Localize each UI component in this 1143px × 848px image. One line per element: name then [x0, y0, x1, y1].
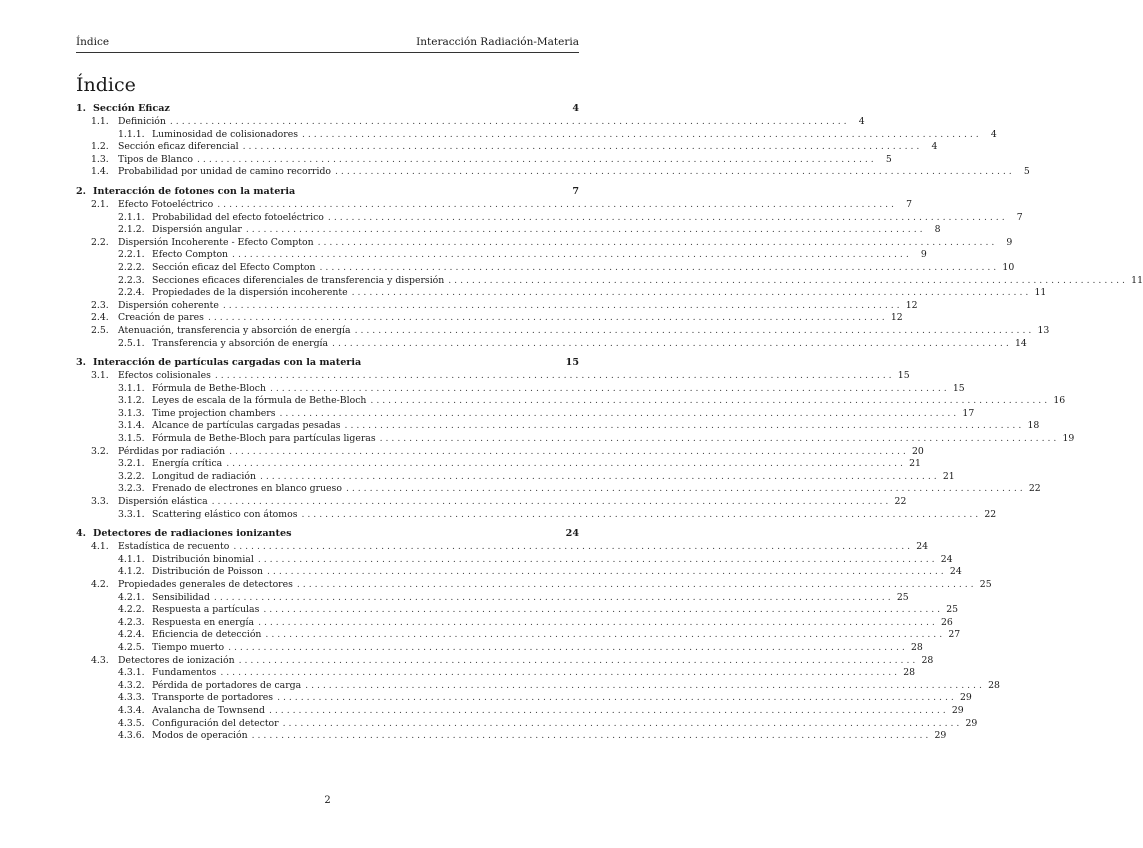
toc-entry-number: 3.2.2. [118, 470, 145, 482]
toc-entry-page: 28 [988, 679, 1000, 691]
toc-entry-title: Scattering elástico con átomos [152, 508, 298, 520]
toc-entry-number: 3.1.4. [118, 420, 145, 432]
toc-entry-number: 1.4. [91, 166, 109, 178]
toc-entry-title: Interacción de fotones con la materia [93, 185, 296, 197]
toc-entry-title: Sección eficaz diferencial [118, 141, 239, 153]
toc-entry-page: 9 [1006, 236, 1013, 248]
toc-dot-leader [380, 433, 1057, 446]
toc-dot-leader [346, 483, 1023, 496]
toc-dot-leader [305, 680, 982, 693]
toc-section-entry[interactable] [76, 579, 992, 592]
toc-dot-leader [332, 338, 1009, 351]
toc-dot-leader [239, 655, 916, 668]
toc-section-entry[interactable] [76, 166, 1030, 179]
toc-entry-number: 1.3. [91, 153, 109, 165]
toc-subsection-entry[interactable] [76, 591, 909, 605]
toc-entry-title: Leyes de escala de la fórmula de Bethe-Bloch [152, 395, 367, 407]
toc-entry-title: Sensibilidad [152, 591, 210, 603]
running-header [76, 36, 579, 53]
toc-subsection-entry[interactable] [76, 382, 965, 396]
toc-entry-number: 2.2.4. [118, 287, 145, 299]
toc-section-entry[interactable] [76, 236, 1013, 250]
toc-entry-page: 13 [1037, 324, 1050, 336]
toc-dot-leader [208, 312, 885, 325]
toc-entry-title: Configuración del detector [152, 717, 279, 729]
toc-entry-number: 2.2.1. [118, 249, 145, 261]
toc-entry-title: Distribución binomial [152, 553, 254, 565]
toc-entry-page: 24 [940, 553, 953, 565]
toc-section-entry[interactable] [76, 299, 918, 313]
toc-entry-page: 11 [1034, 287, 1047, 299]
toc-subsection-entry[interactable] [76, 261, 1015, 275]
toc-dot-leader [229, 446, 906, 459]
toc-entry-page: 22 [1028, 483, 1041, 495]
toc-entry-page: 9 [920, 249, 927, 261]
toc-dot-leader [263, 604, 940, 617]
toc-entry-number: 2.1.2. [118, 224, 145, 236]
toc-entry-number: 3.1.5. [118, 433, 145, 445]
toc-dot-leader [252, 730, 929, 743]
toc-section-entry[interactable] [76, 370, 910, 383]
toc-entry-title: Luminosidad de colisionadores [152, 128, 298, 140]
toc-entry-number: 4.2.5. [118, 641, 145, 653]
toc-entry-number: 3.1.3. [118, 407, 145, 419]
toc-entry-page: 27 [948, 629, 961, 641]
toc-entry-number: 4.2.1. [118, 591, 145, 603]
toc-entry-page: 29 [934, 730, 947, 742]
toc-entry-title: Tiempo muerto [152, 641, 225, 653]
toc-entry-title: Secciones eficaces diferenciales de transferencia y dispersión [152, 274, 445, 286]
toc-subsection-entry[interactable] [76, 395, 1066, 408]
toc-chapter-entry[interactable] [76, 528, 579, 541]
toc-dot-leader [355, 325, 1032, 338]
toc-section-entry[interactable] [76, 312, 903, 325]
toc-entry-title: Estadística de recuento [118, 541, 230, 553]
toc-entry-title: Dispersión elástica [118, 496, 208, 508]
toc-entry-page: 4 [572, 103, 579, 114]
toc-entry-page: 28 [921, 654, 934, 666]
toc-dot-leader [269, 705, 946, 718]
toc-subsection-entry[interactable] [76, 604, 959, 617]
toc-entry-number: 2.1. [91, 198, 109, 210]
toc-entry-title: Interacción de partículas cargadas con la materia [93, 357, 362, 369]
toc-subsection-entry[interactable] [76, 508, 997, 522]
toc-entry-title: Longitud de radiación [152, 470, 256, 482]
toc-entry-page: 5 [1023, 166, 1030, 178]
toc-dot-leader [223, 300, 900, 313]
toc-entry-page: 8 [934, 224, 941, 236]
toc-entry-page: 12 [890, 312, 903, 324]
toc-entry-title: Pérdidas por radiación [118, 445, 226, 457]
toc-entry-number: 2.2. [91, 236, 109, 248]
toc-entry-title: Efectos colisionales [118, 370, 211, 382]
toc-entry-page: 24 [565, 528, 579, 540]
toc-entry-title: Atenuación, transferencia y absorción de energía [118, 324, 351, 336]
toc-entry-title: Frenado de electrones en blanco grueso [152, 483, 342, 495]
toc-entry-title: Respuesta en energía [152, 616, 255, 628]
toc-entry-title: Transferencia y absorción de energía [152, 337, 329, 349]
toc-dot-leader [246, 224, 923, 237]
toc-subsection-entry[interactable] [76, 667, 916, 680]
toc-subsection-entry[interactable] [76, 704, 964, 718]
toc-entry-number: 4.3. [91, 654, 109, 666]
toc-entry-page: 29 [965, 717, 978, 729]
toc-entry-number: 4.1.2. [118, 566, 145, 578]
toc-entry-page: 24 [916, 541, 929, 553]
toc-entry-page: 24 [949, 566, 962, 578]
toc-dot-leader [448, 275, 1125, 288]
toc-dot-leader [226, 458, 903, 471]
toc-section-entry[interactable] [76, 116, 865, 129]
toc-dot-leader [220, 667, 897, 680]
toc-entry-page: 17 [962, 407, 975, 419]
toc-subsection-entry[interactable] [76, 679, 1000, 693]
toc-dot-leader [283, 718, 960, 731]
toc-entry-page: 28 [910, 641, 923, 653]
toc-entry-number: 2.4. [91, 312, 109, 324]
toc-entry-page: 25 [946, 604, 959, 616]
toc-entry-title: Detectores de ionización [118, 654, 235, 666]
toc-entry-title: Dispersión angular [152, 224, 242, 236]
toc-entry-title: Efecto Compton [152, 249, 229, 261]
toc-entry-page: 4 [931, 141, 938, 153]
toc-entry-number: 3.1. [91, 370, 109, 382]
toc-dot-leader [280, 408, 957, 421]
toc-entry-page: 14 [1014, 337, 1027, 349]
toc-entry-title: Fórmula de Bethe-Bloch [152, 382, 266, 394]
toc-entry-page: 25 [979, 579, 992, 590]
toc-subsection-entry[interactable] [76, 483, 1041, 496]
toc-subsection-entry[interactable] [76, 433, 1075, 446]
toc-dot-leader [243, 141, 920, 154]
toc-subsection-entry[interactable] [76, 287, 1047, 300]
toc-entry-title: Respuesta a partículas [152, 604, 260, 616]
toc-dot-leader [265, 629, 942, 642]
toc-dot-leader [277, 692, 954, 705]
toc-entry-page: 16 [1053, 395, 1066, 407]
toc-entry-number: 4.3.1. [118, 667, 145, 679]
toc-entry-page: 29 [951, 704, 964, 716]
toc-entry-page: 7 [906, 198, 912, 210]
toc-entry-title: Avalancha de Townsend [152, 704, 265, 716]
toc-entry-title: Tipos de Blanco [118, 153, 193, 165]
toc-entry-number: 4.2.2. [118, 604, 145, 616]
toc-entry-page: 4 [990, 128, 997, 140]
toc-entry-number: 3.1.1. [118, 382, 145, 394]
toc-entry-page: 18 [1027, 420, 1040, 432]
toc-entry-number: 4.2.4. [118, 629, 145, 641]
toc-subsection-entry[interactable] [76, 274, 1143, 288]
toc-entry-title: Transporte de portadores [152, 692, 274, 704]
toc-entry-title: Fundamentos [152, 667, 217, 679]
toc-dot-leader [345, 420, 1022, 433]
toc-dot-leader [233, 541, 910, 554]
toc-dot-leader [267, 566, 944, 579]
toc-entry-page: 10 [1002, 261, 1015, 273]
toc-dot-leader [197, 154, 874, 167]
toc-entry-number: 4.3.6. [118, 730, 145, 742]
toc-entry-page: 4 [858, 116, 865, 127]
toc-entry-number: 2. [76, 185, 87, 197]
toc-section-entry[interactable] [76, 654, 934, 668]
toc-section-entry[interactable] [76, 541, 929, 554]
toc-entry-title: Time projection chambers [152, 407, 276, 419]
toc-dot-leader [258, 617, 935, 630]
toc-chapter-entry[interactable] [76, 357, 579, 370]
toc-entry-number: 4.1.1. [118, 553, 145, 565]
toc-dot-leader [352, 287, 1029, 300]
toc-subsection-entry[interactable] [76, 128, 997, 142]
toc-section-entry[interactable] [76, 153, 892, 167]
toc-entry-number: 3.1.2. [118, 395, 145, 407]
toc-section-entry[interactable] [76, 496, 907, 509]
toc-subsection-entry[interactable] [76, 420, 1040, 433]
toc-entry-number: 3.2. [91, 445, 109, 457]
toc-entry-number: 2.5.1. [118, 337, 145, 349]
toc-dot-leader [170, 116, 847, 129]
toc-entry-page: 25 [896, 591, 909, 603]
toc-dot-leader [297, 579, 974, 592]
toc-entry-title: Dispersión coherente [118, 299, 219, 311]
page-number: 2 [324, 795, 331, 806]
toc-subsection-entry[interactable] [76, 553, 953, 567]
toc-entry-number: 1. [76, 103, 87, 114]
toc-entry-title: Fórmula de Bethe-Bloch para partículas ligeras [152, 433, 376, 445]
toc-subsection-entry[interactable] [76, 616, 953, 630]
toc-entry-number: 2.3. [91, 299, 109, 311]
toc-entry-number: 4.3.2. [118, 679, 145, 691]
toc-subsection-entry[interactable] [76, 407, 975, 421]
toc-entry-title: Definición [118, 116, 166, 127]
toc-entry-number: 1.1.1. [118, 128, 145, 140]
toc-entry-number: 3.3.1. [118, 508, 145, 520]
toc-subsection-entry[interactable] [76, 692, 972, 705]
toc-dot-leader [260, 471, 937, 484]
toc-entry-number: 2.1.1. [118, 211, 145, 223]
toc-entry-page: 19 [1062, 433, 1075, 445]
toc-entry-page: 15 [565, 357, 579, 369]
toc-entry-number: 1.2. [91, 141, 109, 153]
toc-entry-title: Sección eficaz del Efecto Compton [152, 261, 316, 273]
toc-dot-leader [335, 166, 1012, 179]
toc-entry-title: Sección Eficaz [93, 103, 170, 114]
header-document-title: Interacción Radiación-Materia [416, 36, 579, 48]
toc-entry-page: 12 [905, 299, 918, 311]
toc-entry-number: 4.2. [91, 579, 109, 590]
toc-section-entry[interactable] [76, 198, 912, 212]
toc-subsection-entry[interactable] [76, 566, 962, 579]
toc-dot-leader [212, 496, 889, 509]
toc-entry-number: 3.2.1. [118, 458, 145, 470]
toc-subsection-entry[interactable] [76, 211, 1023, 225]
toc-dot-leader [320, 262, 997, 275]
toc-entry-title: Energía crítica [152, 458, 223, 470]
toc-entry-title: Eficiencia de detección [152, 629, 262, 641]
toc-subsection-entry[interactable] [76, 224, 941, 237]
toc-subsection-entry[interactable] [76, 470, 955, 484]
toc-entry-number: 2.2.2. [118, 261, 145, 273]
toc-dot-leader [228, 642, 905, 655]
toc-dot-leader [318, 237, 995, 250]
toc-subsection-entry[interactable] [76, 458, 921, 471]
toc-entry-title: Pérdida de portadores de carga [152, 679, 302, 691]
toc-entry-title: Alcance de partículas cargadas pesadas [152, 420, 341, 432]
toc-entry-page: 20 [912, 445, 924, 457]
toc-entry-number: 4. [76, 528, 87, 540]
toc-section-entry[interactable] [76, 445, 924, 459]
toc-section-entry[interactable] [76, 141, 938, 154]
table-of-contents [76, 103, 1143, 743]
toc-entry-page: 7 [572, 185, 579, 197]
toc-entry-page: 5 [885, 153, 892, 165]
toc-chapter-entry[interactable] [76, 186, 579, 199]
toc-dot-leader [214, 592, 891, 605]
toc-subsection-entry[interactable] [76, 249, 927, 262]
page-title: Índice [76, 74, 136, 96]
toc-entry-number: 3. [76, 357, 87, 369]
toc-entry-number: 3.3. [91, 496, 109, 508]
toc-entry-page: 11 [1131, 274, 1143, 286]
toc-entry-page: 26 [940, 616, 953, 628]
toc-entry-title: Probabilidad por unidad de camino recorrido [118, 166, 332, 178]
toc-entry-page: 15 [952, 382, 965, 394]
toc-entry-title: Probabilidad del efecto fotoeléctrico [152, 211, 324, 223]
toc-entry-title: Creación de pares [118, 312, 204, 324]
toc-chapter-entry[interactable] [76, 103, 579, 116]
toc-entry-number: 2.2.3. [118, 274, 145, 286]
toc-entry-number: 4.1. [91, 541, 109, 553]
toc-entry-page: 29 [959, 692, 972, 704]
toc-entry-page: 22 [894, 496, 907, 508]
toc-entry-number: 3.2.3. [118, 483, 145, 495]
toc-entry-page: 7 [1016, 211, 1023, 223]
toc-entry-title: Propiedades de la dispersión incoherente [152, 287, 348, 299]
toc-entry-page: 21 [909, 458, 921, 470]
toc-entry-page: 28 [903, 667, 916, 679]
toc-dot-leader [301, 509, 978, 522]
toc-dot-leader [258, 554, 935, 567]
header-section-name: Índice [76, 36, 110, 48]
toc-dot-leader [270, 383, 947, 396]
toc-section-entry[interactable] [76, 324, 1050, 338]
toc-subsection-entry[interactable] [76, 717, 978, 731]
toc-dot-leader [302, 129, 979, 142]
toc-subsection-entry[interactable] [76, 641, 923, 655]
toc-dot-leader [217, 199, 894, 212]
toc-entry-title: Distribución de Poisson [152, 566, 263, 578]
toc-entry-title: Modos de operación [152, 730, 248, 742]
toc-entry-title: Detectores de radiaciones ionizantes [93, 528, 292, 540]
toc-entry-page: 15 [897, 370, 910, 382]
toc-entry-number: 2.5. [91, 324, 109, 336]
toc-dot-leader [232, 249, 909, 262]
toc-subsection-entry[interactable] [76, 730, 947, 743]
toc-dot-leader [328, 212, 1005, 225]
toc-entry-number: 4.3.3. [118, 692, 145, 704]
toc-dot-leader [370, 395, 1047, 408]
toc-entry-title: Efecto Fotoeléctrico [118, 198, 214, 210]
toc-entry-number: 4.3.5. [118, 717, 145, 729]
toc-subsection-entry[interactable] [76, 629, 961, 642]
toc-entry-number: 1.1. [91, 116, 109, 127]
toc-entry-number: 4.2.3. [118, 616, 145, 628]
toc-entry-number: 4.3.4. [118, 704, 145, 716]
toc-dot-leader [215, 370, 892, 383]
toc-entry-title: Propiedades generales de detectores [118, 579, 293, 590]
toc-entry-title: Dispersión Incoherente - Efecto Compton [118, 236, 314, 248]
toc-subsection-entry[interactable] [76, 337, 1027, 351]
toc-entry-page: 21 [942, 470, 955, 482]
toc-entry-page: 22 [984, 508, 997, 520]
